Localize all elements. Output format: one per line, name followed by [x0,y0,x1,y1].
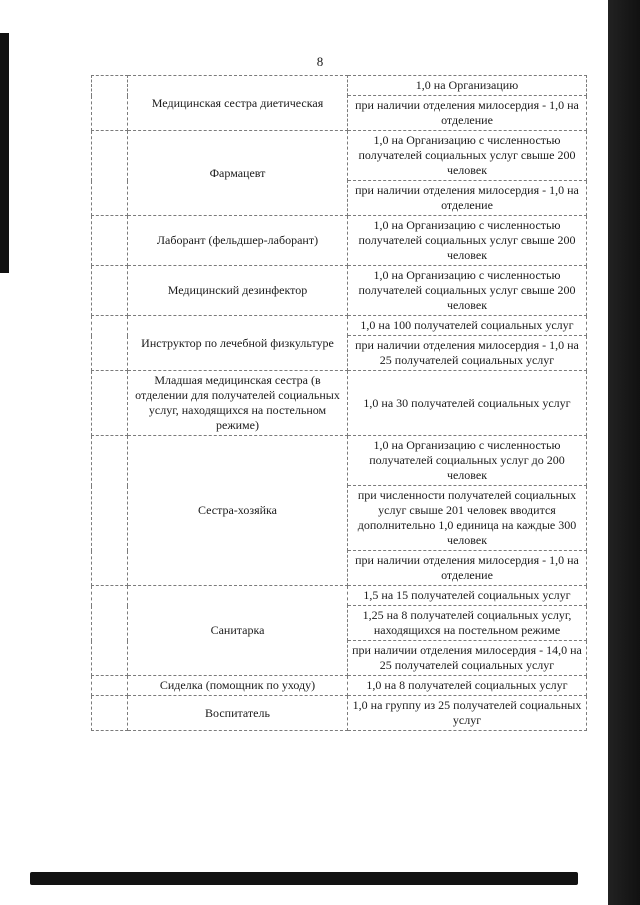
position-cell: Сестра-хозяйка [128,436,348,586]
number-cell [92,131,128,216]
number-cell [92,371,128,436]
norm-cell: 1,25 на 8 получателей социальных услуг, находящихся на постельном режиме [348,606,587,641]
position-cell: Сиделка (помощник по уходу) [128,676,348,696]
number-cell [92,266,128,316]
number-cell [92,586,128,676]
table-body [92,76,587,731]
norm-cell: 1,0 на 100 получателей социальных услуг [348,316,587,336]
position-cell: Воспитатель [128,696,348,731]
table-row [92,436,587,486]
norm-cell: при наличии отделения милосердия - 1,0 на отделение [348,96,587,131]
scan-edge-bottom [30,872,578,885]
page-number: 8 [316,54,324,69]
norm-cell: 1,0 на Организацию [348,76,587,96]
table-row [92,266,587,316]
norm-cell: при наличии отделения милосердия - 1,0 на 25 получателей социальных услуг [348,336,587,371]
norm-cell: при численности получателей социальных услуг свыше 201 человек вводится дополнительно 1,0 единица на каждые 300 человек [348,486,587,551]
norm-cell: 1,5 на 15 получателей социальных услуг [348,586,587,606]
number-cell [92,216,128,266]
norm-cell: при наличии отделения милосердия - 14,0 на 25 получателей социальных услуг [348,641,587,676]
norm-cell: 1,0 на Организацию с численностью получателей социальных услуг свыше 200 человек [348,216,587,266]
table-row [92,696,587,731]
table-row [92,131,587,181]
table-row [92,676,587,696]
position-cell: Медицинская сестра диетическая [128,76,348,131]
position-cell: Санитарка [128,586,348,676]
position-cell: Младшая медицинская сестра (в отделении для получателей социальных услуг, находящихся на постельном режиме) [128,371,348,436]
norm-cell: при наличии отделения милосердия - 1,0 на отделение [348,181,587,216]
norm-cell: 1,0 на Организацию с численностью получателей социальных услуг свыше 200 человек [348,131,587,181]
table-row [92,76,587,96]
table-row [92,371,587,436]
number-cell [92,316,128,371]
number-cell [92,76,128,131]
table-row [92,216,587,266]
position-cell: Лаборант (фельдшер-лаборант) [128,216,348,266]
norm-cell: 1,0 на группу из 25 получателей социальных услуг [348,696,587,731]
norm-cell: 1,0 на 30 получателей социальных услуг [348,371,587,436]
position-cell: Фармацевт [128,131,348,216]
table-row [92,586,587,606]
scan-edge-right [604,0,640,905]
position-cell: Медицинский дезинфектор [128,266,348,316]
number-cell [92,676,128,696]
norm-cell: при наличии отделения милосердия - 1,0 на отделение [348,551,587,586]
number-cell [92,696,128,731]
norm-cell: 1,0 на Организацию с численностью получателей социальных услуг свыше 200 человек [348,266,587,316]
table-row [92,316,587,336]
staffing-table [91,75,587,731]
position-cell: Инструктор по лечебной физкультуре [128,316,348,371]
norm-cell: 1,0 на 8 получателей социальных услуг [348,676,587,696]
number-cell [92,436,128,586]
norm-cell: 1,0 на Организацию с численностью получателей социальных услуг до 200 человек [348,436,587,486]
